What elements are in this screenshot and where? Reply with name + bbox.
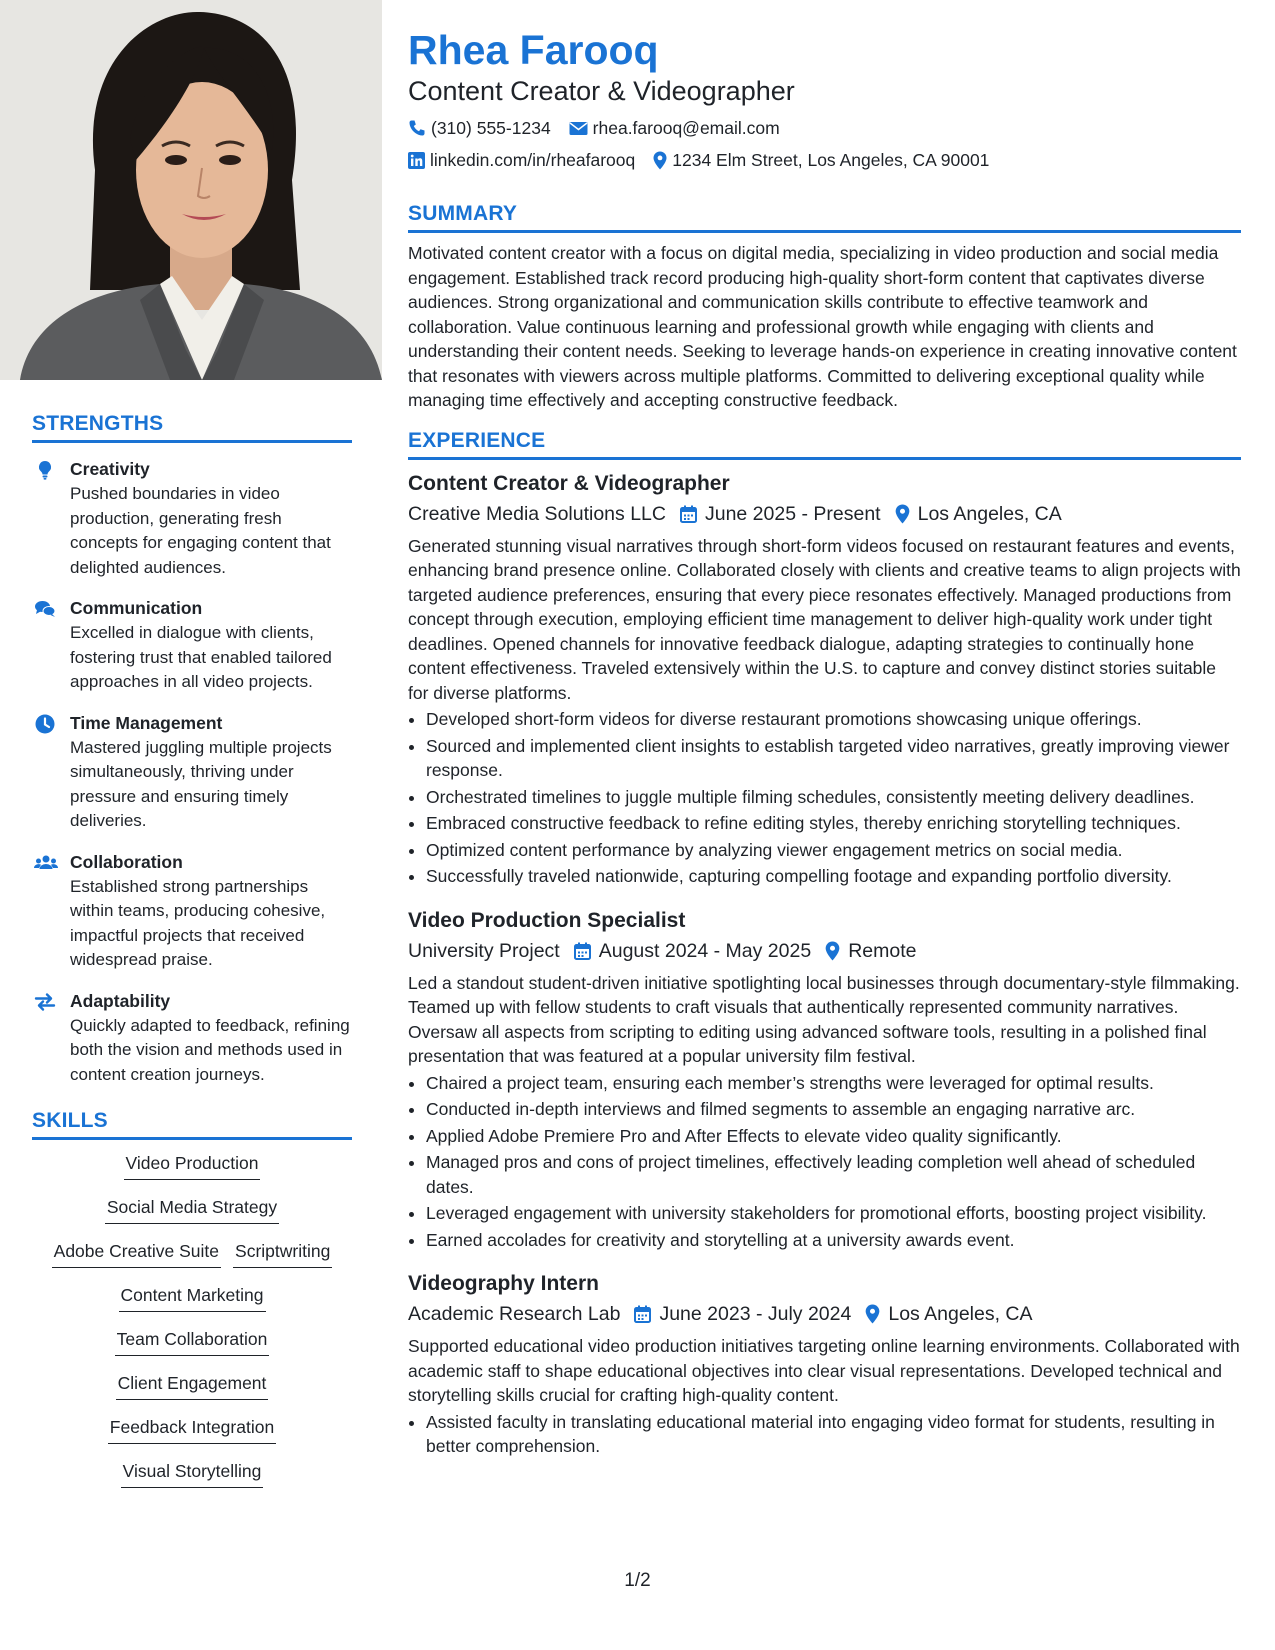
skills-list [32,1150,352,1488]
job-location: Remote [848,939,917,962]
phone-icon [408,119,426,137]
job-company: Academic Research Lab [408,1303,621,1325]
job-company: University Project [408,939,560,962]
job-location: Los Angeles, CA [917,502,1062,525]
job-dates: June 2025 - Present [704,502,881,525]
skill-tag: Client Engagement [116,1370,269,1400]
skills-heading: SKILLS [32,1109,352,1140]
summary-heading: SUMMARY [408,202,1241,233]
job-bullet: • Conducted in-depth interviews and filmed segments to assemble an engaging narrative arc. [426,1097,1241,1122]
job-role: Video Production Specialist [408,908,686,932]
experience-section [408,429,1241,1459]
linkedin-text: linkedin.com/in/rheafarooq [430,150,636,170]
skill-tag: Video Production [124,1150,261,1180]
chat-icon [34,598,56,620]
job-bullet: • Managed pros and cons of project timelines, effectively leading completion well ahead of scheduled dates. [426,1150,1241,1199]
job-role: Content Creator & Videographer [408,471,730,495]
map-pin-icon [865,1304,880,1324]
map-pin-icon [895,504,910,524]
job-description: Led a standout student-driven initiative spotlighting local businesses through documentary-style filmmaking. Teamed up with fellow students to craft visuals that authentically represented community narratives. Oversaw all aspects from scripting to editing using advanced software tools, resulting in a polished final presentation that was featured at a popular university film festival. [408,972,1240,1066]
phone-text: (310) 555-1234 [431,118,551,138]
job-entry [408,907,1241,1253]
strength-title: Adaptability [70,990,171,1011]
strength-title: Communication [70,598,203,618]
page-number: 1/2 [624,1570,651,1591]
contact-row [408,116,1241,140]
job-bullet: • Assisted faculty in translating educational material into engaging video format for students, resulting in better comprehension. [426,1410,1241,1459]
strength-desc: Pushed boundaries in video production, generating fresh concepts for engaging content that delighted audiences. [70,484,331,577]
job-role: Videography Intern [408,1272,599,1295]
job-bullet: • Sourced and implemented client insights to establish targeted video narratives, greatly improving viewer response. [426,734,1241,783]
skill-tag: Visual Storytelling [121,1458,264,1488]
contact-row [408,148,1241,172]
summary-text: Motivated content creator with a focus on digital media, specializing in video production and social media engagement. Established track record producing high-quality short-form content that captivates diverse audiences. Strong organizational and communication skills contribute to effective teamwork and collaboration. Value continuous learning and professional growth while engaging with clients and understanding their content needs. Seeking to leverage hands-on experience in creating innovative content that resonates with viewers across multiple platforms. Committed to delivering exceptional quality while managing time effectively and accepting constructive feedback. [408,243,1237,410]
skills-section [32,1109,352,1488]
main-content [408,0,1241,1461]
job-bullet: • Optimized content performance by analyzing viewer engagement metrics on social media. [426,838,1241,863]
strength-title: Time Management [70,712,223,733]
job-company: Creative Media Solutions LLC [408,502,666,525]
strength-item [32,711,352,834]
strength-item [32,457,352,580]
strength-title: Creativity [70,459,150,479]
job-description: Generated stunning visual narratives through short-form videos focused on restaurant features and events, enhancing brand presence online. Collaborated closely with clients and creative teams to align projects with targeted audience preferences, ensuring that every piece resonates effectively. Managed productions from concept through execution, employing efficient time management to deliver high-quality work under tight deadlines. Opened channels for innovative feedback dialogue, adapting strategies to continually hone content effectiveness. Traveled extensively within the U.S. to capture and convey distinct stories suitable for diverse platforms. [408,535,1241,703]
job-bullet: • Applied Adobe Premiere Pro and After Effects to elevate video quality significantly. [426,1124,1241,1149]
skill-tag: Feedback Integration [108,1414,276,1444]
job-bullet: • Successfully traveled nationwide, capturing compelling footage and expanding portfolio diversity. [426,864,1241,889]
strength-item [32,596,352,695]
strength-desc: Quickly adapted to feedback, refining both the vision and methods used in content creation journeys. [70,1015,350,1084]
address-contact [653,148,989,172]
strengths-list [32,457,352,1087]
job-bullet: • Developed short-form videos for diverse restaurant promotions showcasing unique offerings. [426,707,1241,732]
candidate-name: Rhea Farooq [408,27,659,73]
strength-item [32,989,352,1088]
job-bullet: • Embraced constructive feedback to refine editing styles, thereby enriching storytelling techniques. [426,811,1241,836]
job-bullet: • Chaired a project team, ensuring each member’s strengths were leveraged for optimal results. [426,1071,1241,1096]
job-bullets [408,1410,1241,1459]
job-meta [408,500,1241,528]
job-entry [408,470,1241,889]
job-bullets [408,1071,1241,1253]
address-text: 1234 Elm Street, Los Angeles, CA 90001 [672,150,990,170]
profile-photo [0,0,382,380]
job-description: Supported educational video production initiatives targeting online learning environments. Collaborated with academic staff to shape educational objectives into clear visual representations. Developed technical and storytelling skills crucial for crafting high-quality content. [408,1336,1240,1405]
job-meta [408,1300,1241,1328]
linkedin-contact [408,148,635,172]
job-meta [408,937,1241,965]
job-bullet: • Leveraged engagement with university stakeholders for promotional efforts, boosting project visibility. [426,1201,1241,1226]
skill-tag: Social Media Strategy [105,1194,279,1224]
map-pin-icon [653,151,667,170]
strength-title: Collaboration [70,851,183,872]
job-dates: June 2023 - July 2024 [659,1303,852,1325]
skill-tag: Scriptwriting [233,1238,332,1268]
exchange-icon [34,991,56,1013]
strength-desc: Established strong partnerships within teams, producing cohesive, impactful projects that received widespread praise. [70,876,326,969]
users-icon [34,852,56,874]
calendar-icon [574,942,591,960]
job-bullet: • Earned accolades for creativity and storytelling at a university awards event. [426,1228,1241,1253]
job-location: Los Angeles, CA [888,1303,1033,1325]
skill-tag: Content Marketing [119,1282,266,1312]
job-dates: August 2024 - May 2025 [598,939,812,962]
email-text: rhea.farooq@email.com [592,118,780,138]
experience-heading: EXPERIENCE [408,429,1241,460]
envelope-icon [569,121,588,136]
candidate-title: Content Creator & Videographer [408,76,795,106]
skill-tag: Adobe Creative Suite [52,1238,221,1268]
summary-section [408,202,1241,413]
phone-contact [408,116,551,140]
linkedin-icon [408,152,425,169]
strength-item [32,850,352,973]
map-pin-icon [825,941,840,961]
email-contact [569,116,780,140]
sidebar-content [32,412,352,1502]
calendar-icon [680,505,697,523]
job-bullet: • Orchestrated timelines to juggle multiple filming schedules, consistently meeting delivery deadlines. [426,785,1241,810]
job-entry [408,1270,1241,1459]
strengths-heading: STRENGTHS [32,412,352,443]
job-bullets [408,707,1241,889]
strength-desc: Mastered juggling multiple projects simultaneously, thriving under pressure and ensuring timely deliveries. [70,737,332,830]
lightbulb-icon [34,459,56,481]
sidebar [0,0,382,1650]
clock-icon [34,713,56,735]
calendar-icon [634,1305,651,1323]
skill-tag: Team Collaboration [115,1326,270,1356]
strength-desc: Excelled in dialogue with clients, fostering trust that enabled tailored approaches in all video projects. [70,623,332,691]
